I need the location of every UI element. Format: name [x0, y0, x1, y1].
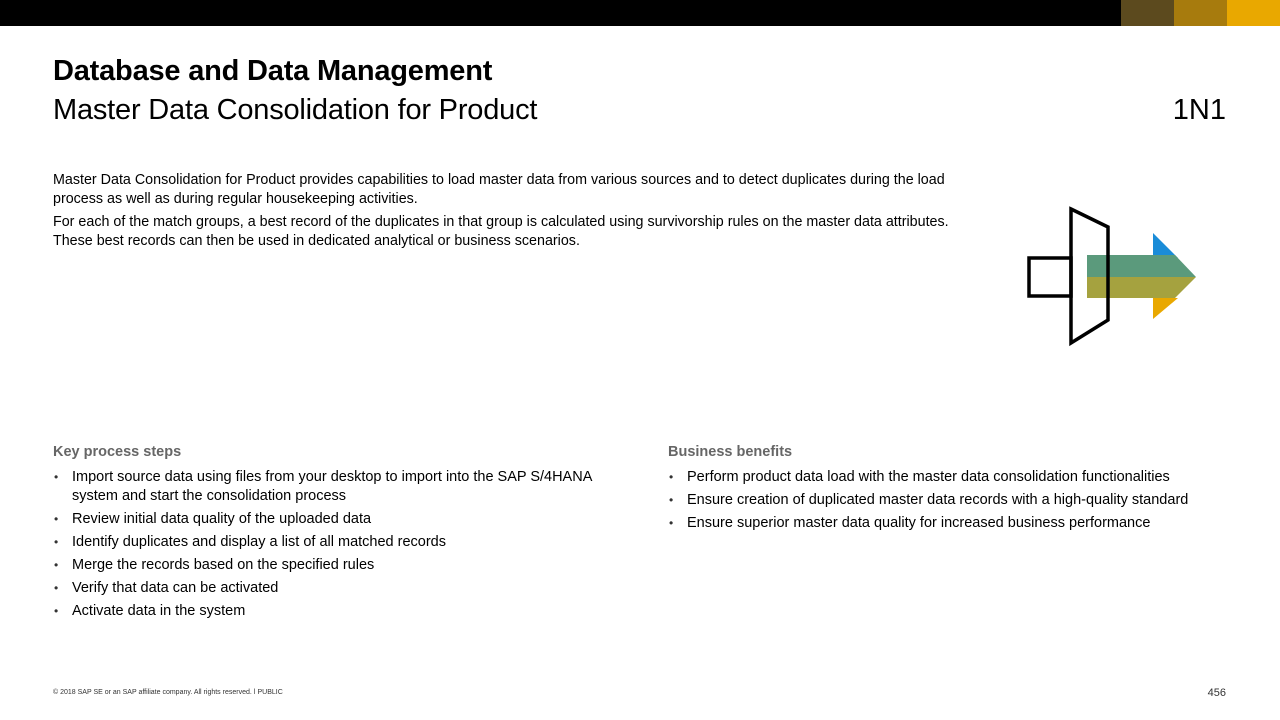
list-item: • Ensure superior master data quality for increased business performance: [669, 515, 1151, 531]
arrow-teal-head: [1153, 255, 1196, 277]
business-benefits: [668, 444, 1248, 537]
page-title: Database and Data Management: [53, 55, 493, 87]
key-steps-heading: Key process steps: [53, 444, 182, 460]
list-item: • Verify that data can be activated: [54, 580, 279, 596]
bullet-icon: •: [669, 470, 674, 484]
list-item: • Perform product data load with the master data consolidation functionalities: [669, 469, 1170, 485]
intro-text: [53, 171, 953, 255]
scope-item-code: 1N1: [1172, 94, 1226, 126]
list-item: • Review initial data quality of the uploaded data: [54, 511, 372, 527]
page-number: 456: [1207, 687, 1226, 699]
list-item: • Ensure creation of duplicated master data records with a high-quality standard: [669, 492, 1189, 508]
key-process-steps: [53, 444, 613, 625]
page-subtitle: Master Data Consolidation for Product: [53, 94, 538, 126]
accent-swatch-dark: [1121, 0, 1174, 26]
bullet-icon: •: [669, 493, 674, 507]
bullet-icon: •: [54, 535, 59, 549]
bullet-icon: •: [54, 604, 59, 618]
bullet-icon: •: [54, 470, 59, 484]
benefits-heading: Business benefits: [668, 444, 793, 460]
top-bar: [0, 0, 1280, 26]
benefits-list: [668, 468, 1248, 533]
source-box-outline: [1029, 258, 1071, 296]
list-item: • Merge the records based on the specified rules: [54, 557, 375, 573]
bullet-icon: •: [54, 512, 59, 526]
intro-paragraph-2: For each of the match groups, a best record of the duplicates in that group is calculated using survivorship rules on the master data attributes. These best records can then be used in dedicated analytical or business scenarios.: [53, 214, 949, 249]
list-item: • Import source data using files from your desktop to import into the SAP S/4HANA system and start the consolidation process: [54, 469, 592, 504]
arrow-yellow-wedge: [1153, 298, 1178, 319]
arrow-olive-head: [1153, 277, 1196, 298]
intro-paragraph-1: Master Data Consolidation for Product provides capabilities to load master data from various sources and to detect duplicates during the load process as well as during regular housekeeping activities.: [53, 172, 945, 207]
data-consolidation-arrow-icon: [1020, 200, 1210, 350]
bullet-icon: •: [669, 516, 674, 530]
bullet-icon: •: [54, 558, 59, 572]
copyright-footer: © 2018 SAP SE or an SAP affiliate company. All rights reserved. ǀ PUBLIC: [53, 689, 283, 696]
list-item: • Activate data in the system: [54, 603, 246, 619]
bullet-icon: •: [54, 581, 59, 595]
arrow-blue-wedge: [1153, 233, 1178, 258]
accent-swatch-gold: [1227, 0, 1280, 26]
key-steps-list: [53, 468, 613, 621]
list-item: • Identify duplicates and display a list of all matched records: [54, 534, 446, 550]
accent-swatch-mid: [1174, 0, 1227, 26]
